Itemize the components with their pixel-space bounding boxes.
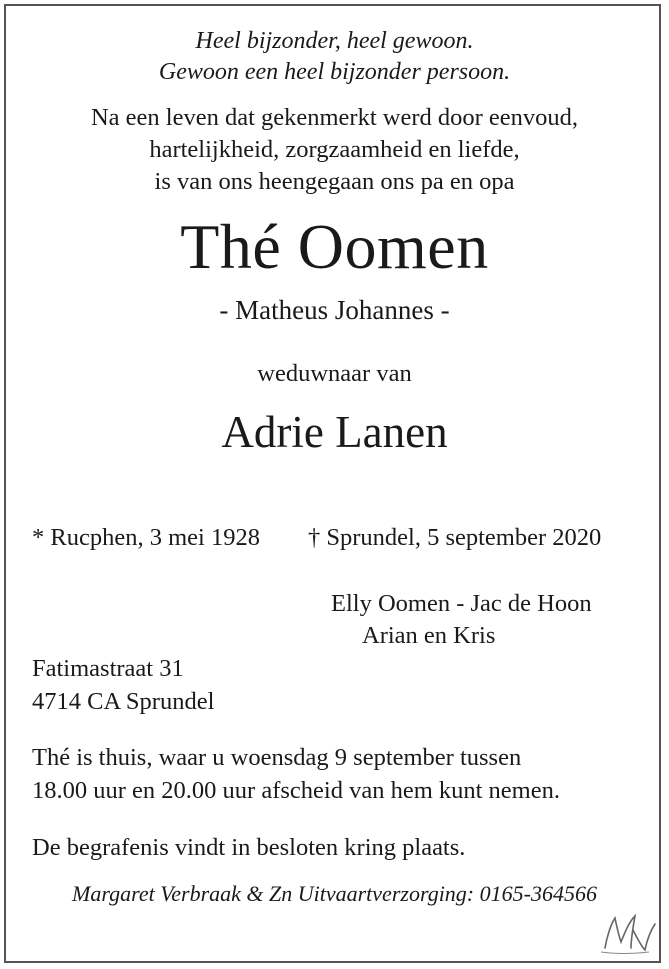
deceased-name: Thé Oomen xyxy=(180,211,489,282)
deceased-full-name: - Matheus Johannes - xyxy=(219,295,450,325)
motto-line-1: Heel bijzonder, heel gewoon. xyxy=(195,28,474,54)
spouse-name: Adrie Lanen xyxy=(221,407,448,457)
family-line-2: Arian en Kris xyxy=(362,622,496,649)
address-street: Fatimastraat 31 xyxy=(32,655,184,682)
address-city: 4714 CA Sprundel xyxy=(32,688,215,715)
family-line-1: Elly Oomen - Jac de Hoon xyxy=(331,590,592,617)
monogram-mv-icon xyxy=(597,908,657,958)
widower-label: weduwnaar van xyxy=(257,360,412,387)
intro-line-3: is van ons heengegaan ons pa en opa xyxy=(154,168,515,195)
death-date: † Sprundel, 5 september 2020 xyxy=(308,524,602,551)
undertaker-contact: Margaret Verbraak & Zn Uitvaartverzorging: 0165-364566 xyxy=(72,881,597,906)
intro-line-2: hartelijkheid, zorgzaamheid en liefde, xyxy=(149,136,520,163)
intro-line-1: Na een leven dat gekenmerkt werd door eenvoud, xyxy=(90,104,579,131)
birth-date: * Rucphen, 3 mei 1928 xyxy=(32,524,260,551)
funeral-note: De begrafenis vindt in besloten kring plaats. xyxy=(32,834,466,861)
visitation-line-1: Thé is thuis, waar u woensdag 9 september tussen xyxy=(32,744,522,771)
motto-line-2: Gewoon een heel bijzonder persoon. xyxy=(158,59,511,85)
visitation-line-2: 18.00 uur en 20.00 uur afscheid van hem kunt nemen. xyxy=(32,777,560,804)
